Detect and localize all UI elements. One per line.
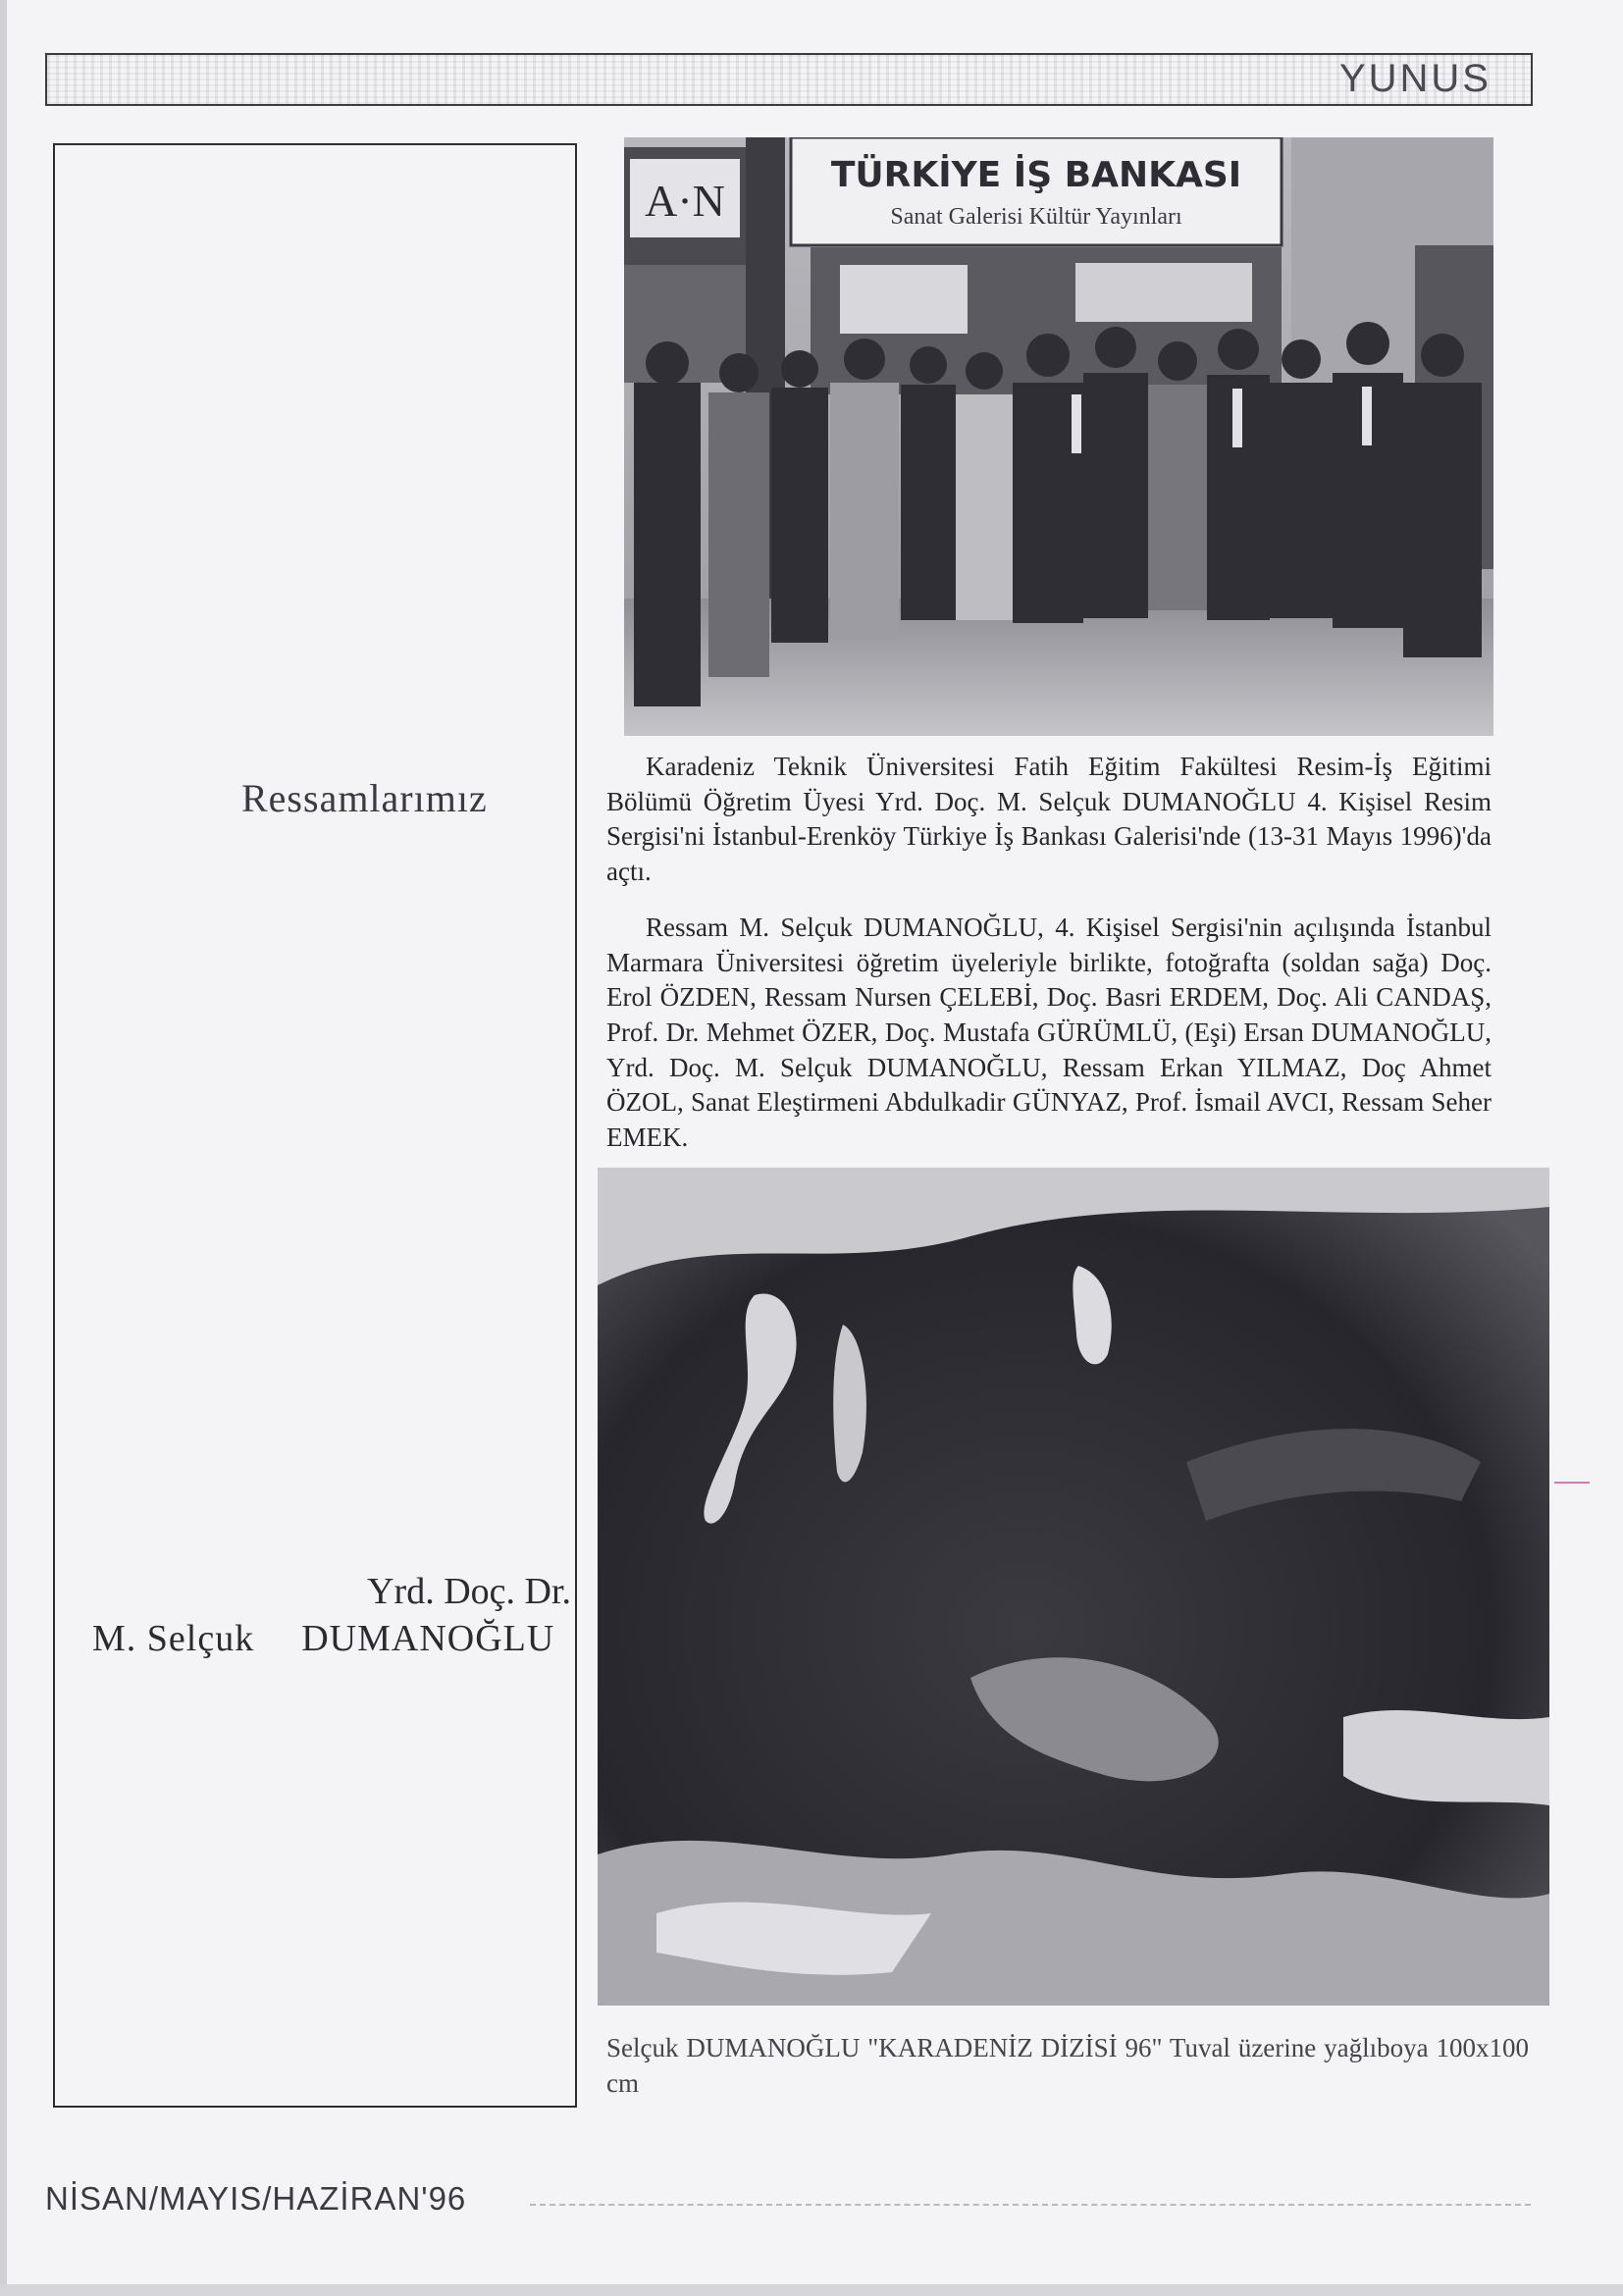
author-name [92,1617,622,1660]
author-last-name: DUMANOĞLU [301,1618,555,1659]
photo-caption-intro: Karadeniz Teknik Üniversitesi Fatih Eğitim Fakültesi Resim-İş Eğitimi Bölümü Öğretim Üyesi Yrd. Doç. M. Selçuk DUMANOĞLU 4. Kişisel Resim Sergisi'ni İstanbul-Erenköy Türkiye İş Bankası Galerisi'nde (13-31 Mayıs 1996)'da açtı. [606,752,1492,886]
page-edge-bottom [0,2284,1623,2296]
bank-sign-sub: Sanat Galerisi Kültür Yayınları [890,204,1182,230]
photo-caption-people: Ressam M. Selçuk DUMANOĞLU, 4. Kişisel Sergisi'nin açılışında İstanbul Marmara Üniversitesi öğretim üyeleriyle birlikte, fotoğrafta (soldan sağa) Doç. Erol ÖZDEN, Ressam Nursen ÇELEBİ, Doç. Basri ERDEM, Doç. Ali CANDAŞ, Prof. Dr. Mehmet ÖZER, Doç. Mustafa GÜRÜMLÜ, (Eşi) Ersan DUMANOĞLU, Yrd. Doç. M. Selçuk DUMANOĞLU, Ressam Erkan YILMAZ, Doç Ahmet ÖZOL, Sanat Eleştirmeni Abdulkadir GÜNYAZ, Prof. İsmail AVCI, Ressam Seher EMEK. [606,913,1492,1152]
page-edge [0,0,7,2296]
author-academic-title: Yrd. Doç. Dr. [367,1571,571,1612]
footer-rule [530,2204,1531,2206]
shop-sign-left: A·N [645,176,725,226]
author-first-name: M. Selçuk [92,1618,255,1659]
magazine-title: YUNUS [1338,57,1492,100]
header-banner [45,53,1533,106]
bank-sign: TÜRKİYE İŞ BANKASI [830,155,1242,195]
painting-caption: Selçuk DUMANOĞLU "KARADENİZ DİZİSİ 96" Tuval üzerine yağlıboya 100x100 cm [606,2033,1529,2098]
gallery-group-photo [624,137,1493,736]
issue-date-footer: NİSAN/MAYIS/HAZİRAN'96 [45,2180,467,2217]
margin-mark [1554,1482,1590,1484]
left-column-frame [53,143,577,2108]
painting-photo [598,1168,1549,2006]
section-title: Ressamlarımız [241,776,488,820]
